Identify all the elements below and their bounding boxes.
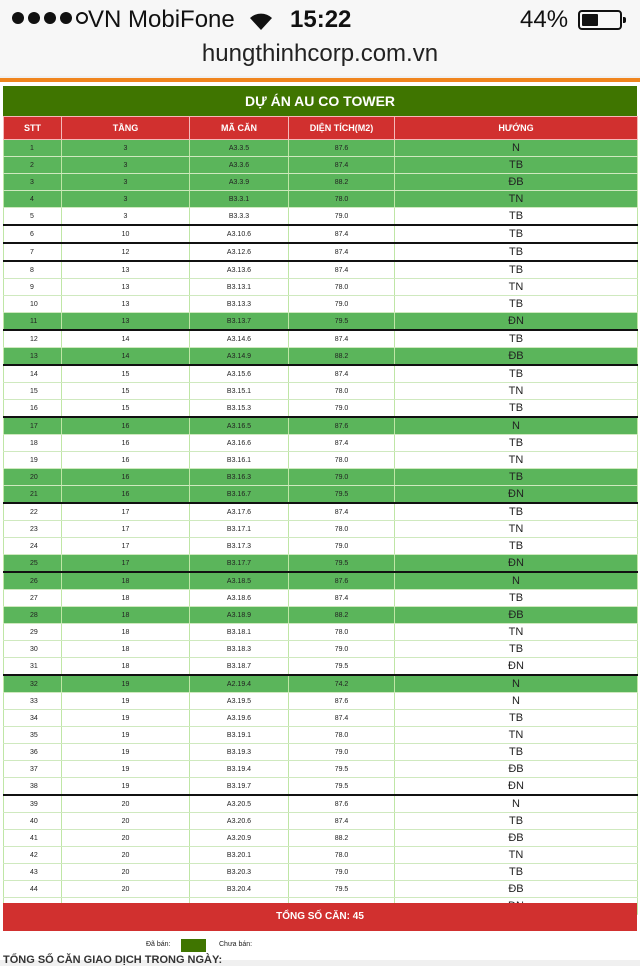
- cell-direction: TB: [395, 641, 638, 658]
- header-code: MÃ CĂN: [190, 117, 289, 140]
- cell-direction: TN: [395, 624, 638, 641]
- cell-code: B3.16.1: [190, 452, 289, 469]
- cell-stt: 10: [4, 296, 62, 313]
- cell-code: A3.18.9: [190, 607, 289, 624]
- header-floor: TẦNG: [62, 117, 190, 140]
- cell-area: 87.4: [289, 225, 395, 243]
- cell-stt: 11: [4, 313, 62, 331]
- battery-icon: [578, 10, 622, 30]
- table-row: [4, 174, 638, 191]
- cell-area: 87.6: [289, 572, 395, 590]
- cell-stt: 35: [4, 727, 62, 744]
- cell-floor: 20: [62, 847, 190, 864]
- cell-stt: 44: [4, 881, 62, 898]
- cell-direction: TB: [395, 296, 638, 313]
- cell-direction: TB: [395, 261, 638, 279]
- table-row: [4, 710, 638, 727]
- cell-area: 78.0: [289, 521, 395, 538]
- cell-code: B3.19.3: [190, 744, 289, 761]
- cell-direction: TB: [395, 813, 638, 830]
- cell-code: A3.12.6: [190, 243, 289, 261]
- cell-area: 79.0: [289, 744, 395, 761]
- cell-code: B3.17.1: [190, 521, 289, 538]
- cell-stt: 9: [4, 279, 62, 296]
- cell-code: B3.20.1: [190, 847, 289, 864]
- table-row: [4, 140, 638, 157]
- cell-direction: N: [395, 572, 638, 590]
- cell-code: A3.14.6: [190, 330, 289, 348]
- cell-area: 78.0: [289, 279, 395, 296]
- cell-direction: N: [395, 417, 638, 435]
- cell-stt: 27: [4, 590, 62, 607]
- cell-stt: 21: [4, 486, 62, 504]
- cell-floor: 18: [62, 658, 190, 676]
- cell-area: 79.0: [289, 208, 395, 226]
- cell-area: 79.0: [289, 400, 395, 418]
- cell-floor: 13: [62, 296, 190, 313]
- legend-unsold-label: Chưa bán:: [219, 941, 253, 948]
- cell-stt: 5: [4, 208, 62, 226]
- cell-area: 87.6: [289, 140, 395, 157]
- cell-code: B3.15.3: [190, 400, 289, 418]
- table-row: [4, 744, 638, 761]
- cell-code: A3.15.6: [190, 365, 289, 383]
- cell-floor: 15: [62, 383, 190, 400]
- cell-stt: 2: [4, 157, 62, 174]
- cell-direction: ĐN: [395, 313, 638, 331]
- cell-direction: N: [395, 693, 638, 710]
- cell-stt: 41: [4, 830, 62, 847]
- total-value: 45: [352, 911, 364, 922]
- table-row: [4, 313, 638, 331]
- cell-area: 79.0: [289, 864, 395, 881]
- cell-code: B3.16.7: [190, 486, 289, 504]
- cell-floor: 20: [62, 795, 190, 813]
- table-row: [4, 348, 638, 366]
- cell-area: 87.4: [289, 435, 395, 452]
- cell-floor: 10: [62, 225, 190, 243]
- cell-area: 79.0: [289, 469, 395, 486]
- cell-direction: TN: [395, 452, 638, 469]
- cell-direction: TB: [395, 469, 638, 486]
- cell-floor: 13: [62, 261, 190, 279]
- cell-floor: 18: [62, 607, 190, 624]
- cell-direction: TB: [395, 864, 638, 881]
- table-row: [4, 243, 638, 261]
- cell-floor: 15: [62, 365, 190, 383]
- legend-unsold-swatch: [258, 939, 283, 952]
- table-row: [4, 157, 638, 174]
- table-row: [4, 761, 638, 778]
- cell-direction: TB: [395, 208, 638, 226]
- cell-code: B3.13.7: [190, 313, 289, 331]
- cell-area: 79.5: [289, 313, 395, 331]
- cell-stt: 6: [4, 225, 62, 243]
- cell-floor: 17: [62, 503, 190, 521]
- cell-floor: 18: [62, 641, 190, 658]
- cell-area: 87.6: [289, 417, 395, 435]
- cell-direction: TB: [395, 225, 638, 243]
- cell-code: B3.13.3: [190, 296, 289, 313]
- cell-direction: ĐB: [395, 761, 638, 778]
- cell-code: B3.16.3: [190, 469, 289, 486]
- cell-stt: 8: [4, 261, 62, 279]
- cell-stt: 22: [4, 503, 62, 521]
- cell-area: 79.0: [289, 296, 395, 313]
- cell-direction: ĐN: [395, 658, 638, 676]
- table-row: [4, 607, 638, 624]
- signal-strength-icon: [12, 12, 88, 24]
- cell-code: A3.13.6: [190, 261, 289, 279]
- cell-direction: TB: [395, 435, 638, 452]
- cell-floor: 3: [62, 140, 190, 157]
- cell-area: 78.0: [289, 452, 395, 469]
- cell-code: A3.19.5: [190, 693, 289, 710]
- cell-code: B3.19.4: [190, 761, 289, 778]
- table-row: [4, 641, 638, 658]
- cell-stt: 25: [4, 555, 62, 573]
- cell-floor: 17: [62, 555, 190, 573]
- cell-floor: 17: [62, 538, 190, 555]
- header-area: DIỆN TÍCH(M2): [289, 117, 395, 140]
- cell-code: A3.19.6: [190, 710, 289, 727]
- cell-direction: TN: [395, 521, 638, 538]
- cell-area: 87.4: [289, 243, 395, 261]
- table-row: [4, 365, 638, 383]
- battery-percent: 44%: [520, 6, 569, 33]
- table-row: [4, 296, 638, 313]
- cell-stt: 3: [4, 174, 62, 191]
- cell-direction: TB: [395, 400, 638, 418]
- cell-direction: TN: [395, 191, 638, 208]
- table-row: [4, 486, 638, 504]
- cell-floor: 18: [62, 590, 190, 607]
- cell-floor: 19: [62, 761, 190, 778]
- apartment-table: [3, 116, 638, 915]
- cell-floor: 3: [62, 174, 190, 191]
- clock-time: 15:22: [290, 6, 352, 33]
- cell-area: 87.6: [289, 795, 395, 813]
- table-row: [4, 830, 638, 847]
- cell-floor: 19: [62, 710, 190, 727]
- cell-direction: ĐB: [395, 607, 638, 624]
- cell-direction: TB: [395, 330, 638, 348]
- cell-code: A3.16.6: [190, 435, 289, 452]
- cell-stt: 29: [4, 624, 62, 641]
- cell-area: 78.0: [289, 383, 395, 400]
- cell-stt: 36: [4, 744, 62, 761]
- cell-direction: TB: [395, 744, 638, 761]
- cell-code: A3.14.9: [190, 348, 289, 366]
- cell-direction: TN: [395, 279, 638, 296]
- cell-code: A3.3.6: [190, 157, 289, 174]
- cell-area: 87.6: [289, 693, 395, 710]
- table-row: [4, 778, 638, 796]
- cell-code: A3.10.6: [190, 225, 289, 243]
- cell-area: 78.0: [289, 847, 395, 864]
- cell-direction: TB: [395, 710, 638, 727]
- cell-direction: TB: [395, 157, 638, 174]
- cell-stt: 4: [4, 191, 62, 208]
- cell-stt: 7: [4, 243, 62, 261]
- cell-floor: 20: [62, 830, 190, 847]
- cell-stt: 28: [4, 607, 62, 624]
- cell-direction: TB: [395, 503, 638, 521]
- web-page: [0, 82, 640, 966]
- cell-direction: TN: [395, 847, 638, 864]
- cell-stt: 24: [4, 538, 62, 555]
- address-bar[interactable]: hungthinhcorp.com.vn: [0, 36, 640, 76]
- cell-floor: 17: [62, 521, 190, 538]
- total-label: TỔNG SỐ CĂN:: [276, 911, 350, 922]
- cell-stt: 19: [4, 452, 62, 469]
- cell-code: B3.18.7: [190, 658, 289, 676]
- cell-floor: 16: [62, 417, 190, 435]
- cell-direction: N: [395, 140, 638, 157]
- table-row: [4, 469, 638, 486]
- cell-stt: 14: [4, 365, 62, 383]
- cell-direction: TB: [395, 243, 638, 261]
- cell-stt: 30: [4, 641, 62, 658]
- cell-floor: 3: [62, 191, 190, 208]
- cell-area: 87.4: [289, 261, 395, 279]
- cell-stt: 33: [4, 693, 62, 710]
- cell-code: B3.17.7: [190, 555, 289, 573]
- cell-area: 78.0: [289, 191, 395, 208]
- cell-stt: 39: [4, 795, 62, 813]
- cell-floor: 19: [62, 675, 190, 693]
- cell-floor: 3: [62, 208, 190, 226]
- cell-area: 88.2: [289, 830, 395, 847]
- cell-stt: 26: [4, 572, 62, 590]
- cell-stt: 37: [4, 761, 62, 778]
- table-row: [4, 225, 638, 243]
- cell-direction: ĐN: [395, 555, 638, 573]
- table-row: [4, 572, 638, 590]
- header-direction: HƯỚNG: [395, 117, 638, 140]
- cell-floor: 16: [62, 469, 190, 486]
- cell-stt: 32: [4, 675, 62, 693]
- carrier-name: VN MobiFone: [88, 6, 235, 33]
- cell-floor: 16: [62, 486, 190, 504]
- table-row: [4, 417, 638, 435]
- cell-code: A3.3.9: [190, 174, 289, 191]
- cell-stt: 42: [4, 847, 62, 864]
- table-row: [4, 503, 638, 521]
- cell-area: 79.5: [289, 778, 395, 796]
- cell-code: B3.3.1: [190, 191, 289, 208]
- cell-area: 79.5: [289, 658, 395, 676]
- cell-direction: ĐB: [395, 174, 638, 191]
- cell-area: 87.4: [289, 330, 395, 348]
- cell-floor: 12: [62, 243, 190, 261]
- cell-stt: 23: [4, 521, 62, 538]
- cell-area: 87.4: [289, 813, 395, 830]
- cell-area: 87.4: [289, 365, 395, 383]
- cell-stt: 16: [4, 400, 62, 418]
- cell-code: B3.19.7: [190, 778, 289, 796]
- table-row: [4, 279, 638, 296]
- cell-code: B3.17.3: [190, 538, 289, 555]
- cell-area: 79.5: [289, 761, 395, 778]
- cell-code: B3.18.1: [190, 624, 289, 641]
- cell-direction: TN: [395, 727, 638, 744]
- cell-direction: N: [395, 675, 638, 693]
- cell-stt: 15: [4, 383, 62, 400]
- table-row: [4, 261, 638, 279]
- cell-direction: ĐN: [395, 486, 638, 504]
- cell-direction: TB: [395, 538, 638, 555]
- table-row: [4, 400, 638, 418]
- cell-code: A3.18.5: [190, 572, 289, 590]
- legend-sold-swatch: [181, 939, 206, 952]
- cell-direction: TB: [395, 590, 638, 607]
- status-bar: [0, 0, 640, 40]
- cell-area: 74.2: [289, 675, 395, 693]
- cell-floor: 18: [62, 572, 190, 590]
- table-row: [4, 383, 638, 400]
- cell-floor: 13: [62, 279, 190, 296]
- table-header-row: [4, 117, 638, 140]
- cell-direction: ĐN: [395, 778, 638, 796]
- cell-direction: N: [395, 795, 638, 813]
- cell-code: B3.19.1: [190, 727, 289, 744]
- cell-stt: 13: [4, 348, 62, 366]
- cell-area: 79.5: [289, 881, 395, 898]
- table-row: [4, 693, 638, 710]
- cell-area: 88.2: [289, 348, 395, 366]
- daily-transactions-label: TỔNG SỐ CĂN GIAO DỊCH TRONG NGÀY:: [3, 954, 223, 966]
- cell-floor: 20: [62, 864, 190, 881]
- table-row: [4, 658, 638, 676]
- cell-floor: 3: [62, 157, 190, 174]
- table-row: [4, 590, 638, 607]
- wifi-icon: [248, 10, 274, 32]
- table-row: [4, 208, 638, 226]
- cell-floor: 13: [62, 313, 190, 331]
- cell-area: 79.0: [289, 641, 395, 658]
- cell-code: A3.20.5: [190, 795, 289, 813]
- cell-code: B3.15.1: [190, 383, 289, 400]
- table-row: [4, 795, 638, 813]
- table-row: [4, 881, 638, 898]
- legend-sold-label: Đã bán:: [146, 941, 171, 948]
- cell-code: B3.18.3: [190, 641, 289, 658]
- cell-code: B3.20.3: [190, 864, 289, 881]
- cell-stt: 43: [4, 864, 62, 881]
- cell-stt: 40: [4, 813, 62, 830]
- table-row: [4, 330, 638, 348]
- cell-area: 88.2: [289, 607, 395, 624]
- project-title: DỰ ÁN AU CO TOWER: [3, 86, 637, 116]
- cell-area: 79.5: [289, 486, 395, 504]
- table-row: [4, 435, 638, 452]
- table-row: [4, 847, 638, 864]
- table-row: [4, 452, 638, 469]
- cell-floor: 19: [62, 778, 190, 796]
- table-row: [4, 864, 638, 881]
- cell-floor: 16: [62, 435, 190, 452]
- header-stt: STT: [4, 117, 62, 140]
- cell-direction: ĐB: [395, 830, 638, 847]
- cell-direction: TB: [395, 365, 638, 383]
- table-row: [4, 538, 638, 555]
- cell-code: B3.20.4: [190, 881, 289, 898]
- table-row: [4, 675, 638, 693]
- cell-stt: 31: [4, 658, 62, 676]
- cell-floor: 14: [62, 330, 190, 348]
- cell-area: 79.0: [289, 538, 395, 555]
- table-row: [4, 813, 638, 830]
- cell-stt: 17: [4, 417, 62, 435]
- cell-floor: 19: [62, 727, 190, 744]
- cell-code: B3.3.3: [190, 208, 289, 226]
- cell-direction: ĐB: [395, 881, 638, 898]
- table-row: [4, 624, 638, 641]
- cell-floor: 19: [62, 693, 190, 710]
- cell-area: 78.0: [289, 727, 395, 744]
- cell-floor: 20: [62, 813, 190, 830]
- cell-floor: 15: [62, 400, 190, 418]
- cell-floor: 20: [62, 881, 190, 898]
- cell-stt: 1: [4, 140, 62, 157]
- cell-area: 88.2: [289, 174, 395, 191]
- cell-direction: TN: [395, 383, 638, 400]
- cell-area: 87.4: [289, 710, 395, 727]
- cell-area: 87.4: [289, 503, 395, 521]
- cell-code: A3.17.6: [190, 503, 289, 521]
- total-units-bar: [3, 903, 637, 931]
- cell-floor: 16: [62, 452, 190, 469]
- cell-stt: 20: [4, 469, 62, 486]
- cell-stt: 38: [4, 778, 62, 796]
- cell-code: A3.16.5: [190, 417, 289, 435]
- cell-stt: 18: [4, 435, 62, 452]
- cell-area: 78.0: [289, 624, 395, 641]
- cell-code: A3.20.9: [190, 830, 289, 847]
- cell-area: 87.4: [289, 590, 395, 607]
- cell-stt: 34: [4, 710, 62, 727]
- table-row: [4, 727, 638, 744]
- legend: [0, 936, 640, 956]
- cell-area: 79.5: [289, 555, 395, 573]
- cell-code: A3.20.6: [190, 813, 289, 830]
- cell-direction: ĐB: [395, 348, 638, 366]
- cell-floor: 19: [62, 744, 190, 761]
- table-row: [4, 521, 638, 538]
- cell-stt: 12: [4, 330, 62, 348]
- cell-code: A3.3.5: [190, 140, 289, 157]
- cell-floor: 18: [62, 624, 190, 641]
- cell-code: B3.13.1: [190, 279, 289, 296]
- table-row: [4, 191, 638, 208]
- cell-floor: 14: [62, 348, 190, 366]
- cell-code: A2.19.4: [190, 675, 289, 693]
- cell-area: 87.4: [289, 157, 395, 174]
- table-row: [4, 555, 638, 573]
- cell-code: A3.18.6: [190, 590, 289, 607]
